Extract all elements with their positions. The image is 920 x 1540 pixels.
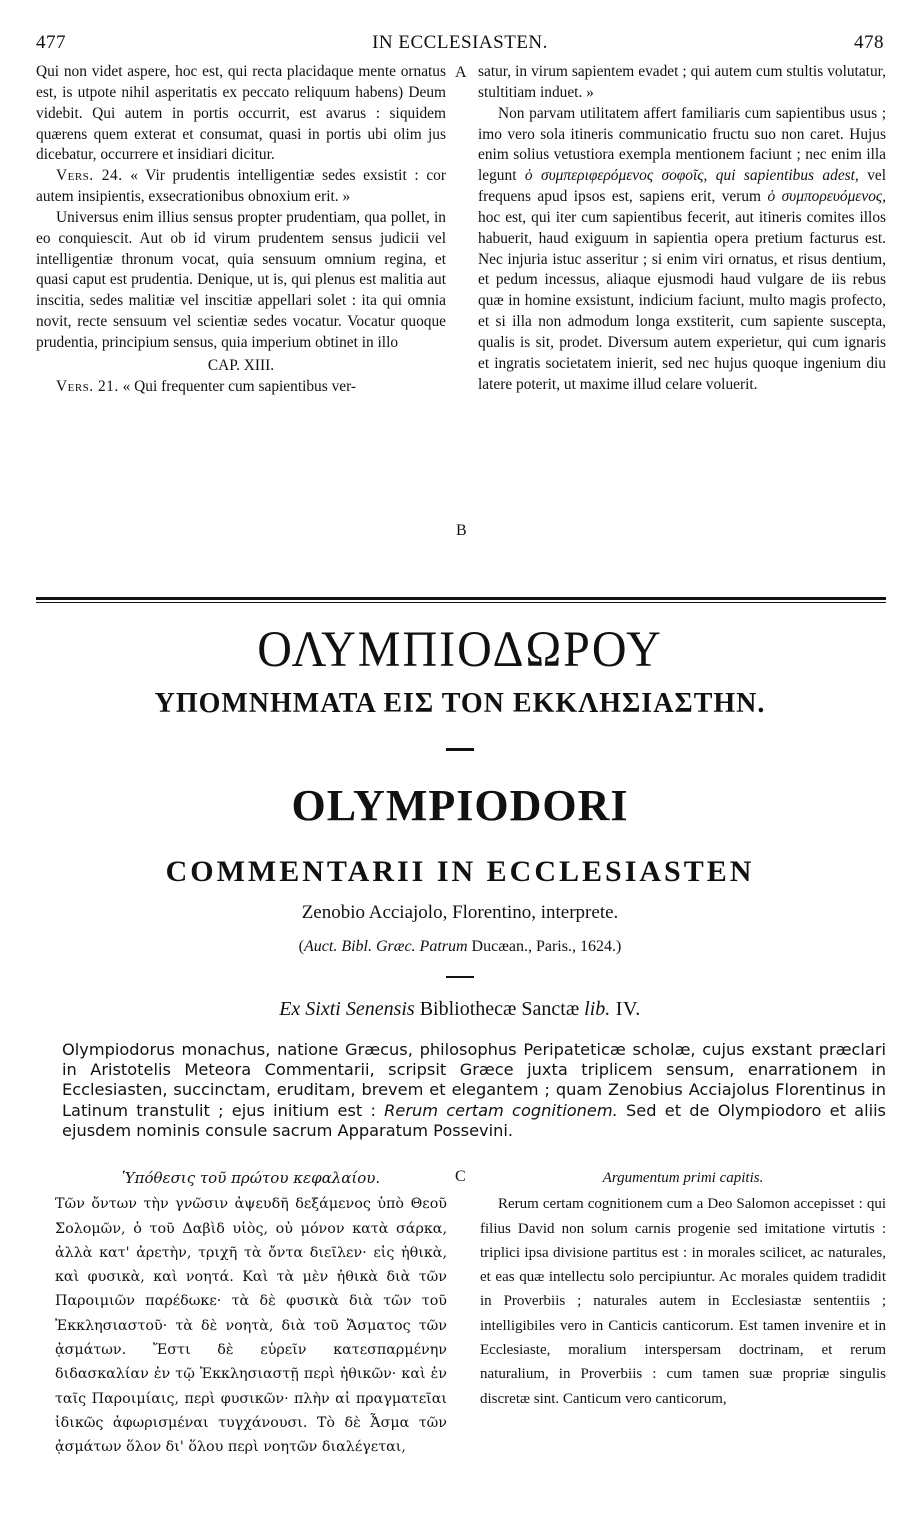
chapter-heading: CAP. XIII.	[207, 356, 275, 374]
running-head	[36, 32, 884, 56]
text-run: vel frequens apud ipsos est, sapiens erit, verum	[478, 167, 886, 206]
text-run: lib.	[584, 998, 611, 1020]
text-run: hoc est, qui iter cum sapientibus fecerit, aut itineris comites illos habuerit, haud exiguum in sapientia opera pretium facturus est. Nec injuria istuc asseritur ; si enim viri ornatus, et risus dentium, et pedum incessus, aliaque ejusmodi haud vulgare de iis rebus quæ in homine exsistunt, indicium faciunt, multo magis profecto, et si illa non admodum longa exstiterit, cum sapiente suscepta, qualis is sit, prodet. Diversum autem experietur, qui cum ignaris et ingratis societatem inierit, sed nec hujus quoque ingenium diu latere poterit, ut maxime illud celare voluerit.	[478, 208, 886, 393]
greek-phrase: ὁ συμπεριφερόμενος σοφοῖς,	[524, 167, 708, 185]
left-paragraph-4	[36, 377, 446, 398]
interpreter-line: Zenobio Acciajolo, Florentino, interprete.	[301, 902, 619, 923]
text-run: Non parvam utilitatem affert familiaris cum sapientibus usus ; imo vero sola itineris communicatio fructu suo non caret. Hujus enim solius vetustiora exempla mentionem faciunt ; nec enim illa legunt	[478, 104, 886, 185]
text-run: Olympiodorus monachus, natione Græcus, philosophus Peripateticæ scholæ, cujus exstant præclari in Aristotelis Meteora Commentarii, scripsit Græce juxta triplicem sensum, enarrationem in Ecclesiasten, succinctam, eruditam, brevem et elegantem ; quam Zenobius Acciajolus Florentinus in Latinum transtulit ; ejus initium est :	[62, 1040, 886, 1120]
page-number-left: 477	[36, 32, 66, 53]
title-dash	[446, 748, 474, 751]
source-rest: Ducæan., Paris., 1624.	[467, 938, 616, 955]
running-title: IN ECCLESIASTEN.	[372, 32, 548, 53]
latin-column	[480, 1166, 886, 1411]
latin-text: Rerum certam cognitionem cum a Deo Salomon accepisset : qui filius David non solum carnis progenie sed imitatione virtutis : triplici ipsa divisione partitus est : in morales scilicet, ac naturales, et eas quæ intellectu solo percipiuntur. Ac morales quidem tradidit in Proverbiis ; naturales autem in Ecclesiastæ sententiis ; intelligibiles vero in Canticis canticorum. Est tamen invenire et in Ecclesiaste, moralium interspersam doctrinam, et rerum naturalium, in Proverbiis : cum tamen suæ propriæ singulis discretæ sint. Canticum vero canticorum,	[480, 1196, 886, 1407]
page-number-right: 478	[854, 32, 884, 53]
intro-paragraph	[62, 1040, 886, 1141]
latin-section-title: Argumentum primi capitis.	[602, 1170, 764, 1186]
margin-letter-a: A	[455, 64, 467, 81]
source-dash	[446, 976, 474, 978]
verse-label: Vers. 24.	[56, 167, 123, 185]
text-run: Bibliothecæ Sanctæ	[414, 998, 585, 1020]
greek-section-title: Ὑπόθεσις τοῦ πρώτου κεφαλαίου.	[121, 1169, 381, 1187]
greek-title: ΟΛΥΜΠΙΟΔΩΡΟΥ	[257, 621, 663, 678]
greek-phrase: ὁ συμπορευόμενος,	[767, 188, 886, 206]
verse-text: « Vir prudentis intelligentiæ sedes exsistit : cor autem insipientis, exsecrationibus obnoxium erit. »	[36, 167, 446, 206]
left-column	[36, 62, 446, 398]
source-italic: Auct. Bibl. Græc. Patrum	[304, 938, 468, 955]
verse-text: « Qui frequenter cum sapientibus ver-	[122, 377, 357, 395]
greek-text: Τῶν ὄντων τὴν γνῶσιν ἀψευδῆ δεξάμενος ὑπὸ Θεοῦ Σολομῶν, ὁ τοῦ Δαβὶδ υἱὸς, οὐ μόνον κατὰ σάρκα, ἀλλὰ κατ' ἀρετὴν, τριχῆ τὰ ὄντα διεῖλεν· εἰς ἠθικὰ, καὶ φυσικὰ, καὶ νοητά. Καὶ τὰ μὲν ἠθικὰ διὰ τῶν Παροιμιῶν παρέδωκε· τὰ δὲ φυσικὰ διὰ τῶν τοῦ Ἐκκλησιαστοῦ· τὰ δὲ νοητὰ, διὰ τοῦ Ἄσματος τῶν ᾀσμάτων. Ἔστι δὲ εὑρεῖν κατεσπαρμένην διδασκαλίαν ἐν τῷ Ἐκκλησιαστῇ περὶ ἠθικῶν· καὶ ἐν ταῖς Παροιμίαις, περὶ φυσικῶν· πλὴν αἱ πραγματεῖαι ἰδικῶς ἀφωρισμέναι τυγχάνουσι. Τὸ δὲ Ἆσμα τῶν ᾀσμάτων ὅλον δι' ὅλου περὶ νοητῶν διαλέγεται,	[55, 1196, 447, 1456]
double-rule	[36, 597, 886, 603]
greek-subtitle: ΥΠΟΜΝΗΜΑΤΑ ΕΙΣ ΤΟΝ ΕΚΚΛΗΣΙΑΣΤΗΝ.	[154, 688, 766, 719]
left-paragraph-3: Universus enim illius sensus propter prudentiam, qua pollet, in eo conquiescit. Aut ob id virum prudentem sensus judicii vel intelligentiæ thronum vocat, quia sensuum omnium regina, et quasi caput est prudentia. Denique, ut is, qui plenus est malitia aut inscitia, sedes malitiæ vel inscitiæ appellari solet : ita qui omnia novit, recte sensuum vel scientiæ sedes vocatur. Vocatur quoque prudentia, principium sensus, quia imperium obtinet in illo	[36, 208, 446, 351]
verse-label: Vers. 21.	[56, 377, 119, 395]
left-paragraph-2	[36, 166, 446, 208]
right-paragraph-1: satur, in virum sapientem evadet ; qui autem cum stultis volutatur, stultitiam induet. »	[478, 63, 886, 101]
source-heading	[0, 998, 920, 1021]
italic-phrase: Rerum certam cognitionem.	[384, 1100, 618, 1120]
source-note: (Auct. Bibl. Græc. Patrum Ducæan., Paris., 1624.)	[298, 938, 622, 955]
text-run: Sed et de Olympiodoro et aliis ejusdem nominis consule sacrum Apparatum Possevini.	[62, 1100, 886, 1140]
italic-phrase: qui sapientibus adest,	[715, 167, 859, 185]
right-column	[478, 62, 886, 396]
latin-title: OLYMPIODORI	[291, 781, 629, 830]
latin-subtitle: COMMENTARII IN ECCLESIASTEN	[165, 855, 755, 888]
margin-letter-b: B	[456, 522, 467, 539]
greek-column	[55, 1166, 447, 1460]
left-paragraph-1: Qui non videt aspere, hoc est, qui recta placidaque mente ornatus est, is utpote nihil asperitatis ex peccato reliquum habens) Deum videbit. Qui autem in portis occurrit, est avarus : siquidem quærens quem exterat et consumat, quasi in portis ubi olim jus dicebatur, occurrere et insidiari dicitur.	[36, 63, 446, 164]
margin-letter-c: C	[455, 1168, 466, 1185]
text-run: IV.	[610, 998, 641, 1020]
right-paragraph-2	[478, 104, 886, 396]
text-run: Ex Sixti Senensis	[279, 998, 415, 1020]
